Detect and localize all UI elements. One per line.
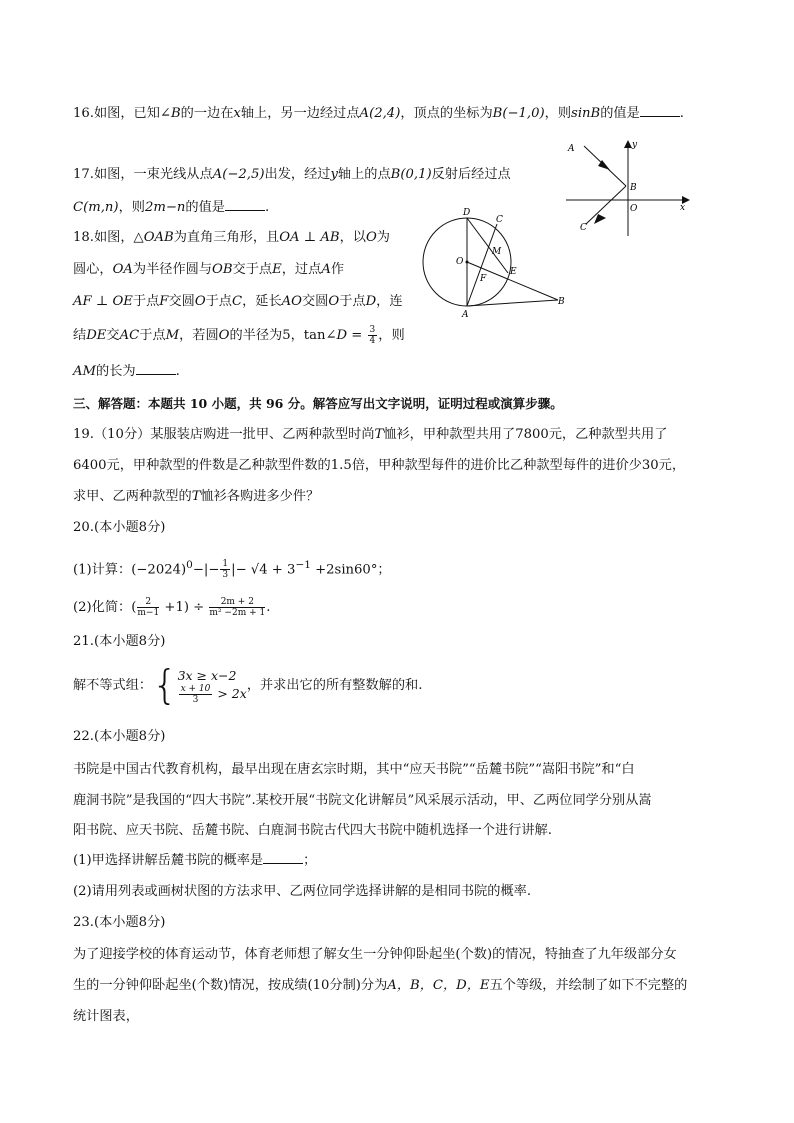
q18-line2 — [73, 260, 344, 280]
fraction — [220, 559, 230, 580]
fraction — [179, 684, 213, 705]
exponent: 0 — [186, 559, 193, 571]
q17-text: 的值是 — [185, 200, 225, 215]
q20-text: (2)化简：( — [73, 600, 137, 615]
q18-math: F — [159, 294, 169, 309]
denominator: m−1 — [137, 608, 160, 618]
q17-point-c: C(m,n) — [73, 200, 119, 215]
q21-title: 21.(本小题8分) — [73, 634, 166, 649]
q18-math: OA ⊥ AB — [279, 230, 340, 245]
q16-text: 的一边在 — [180, 106, 234, 121]
q17-text: 17.如图，一束光线从点 — [73, 167, 213, 182]
q23-text: 生的一分钟仰卧起坐(个数)情况，按成绩(10分制)分为 — [73, 978, 388, 993]
q18-text: 于点 — [339, 294, 366, 309]
q17-text: 反射后经过点 — [431, 167, 511, 182]
answer-blank — [263, 851, 303, 864]
q18-math: O — [365, 230, 377, 245]
q18-text: 18.如图，△ — [73, 230, 144, 245]
q16-angle-b: B — [170, 106, 181, 121]
q19-line3 — [73, 487, 319, 507]
q18-text: 的半径为 — [229, 328, 283, 343]
numerator: 2m + 2 — [209, 597, 265, 608]
q18-text: ，连 — [376, 294, 403, 309]
q23-grades: A，B，C，D，E — [387, 978, 490, 993]
q18-math: M — [165, 328, 180, 343]
q17-expr: 2m−n — [144, 200, 186, 215]
q16-x: x — [233, 106, 241, 121]
answer-blank — [225, 198, 265, 211]
q19-text: 倍，甲种款型每件的进价比乙种款型每件的进价少 — [351, 458, 642, 473]
q18-math: AC — [119, 328, 140, 343]
q19-number: 7800 — [515, 427, 549, 442]
q20-text: (1)计算：(−2024) — [73, 562, 187, 578]
q16-text: 16.如图，已知∠ — [73, 106, 171, 121]
q18-text: 于点 — [139, 328, 166, 343]
q18-math: OA — [112, 262, 133, 277]
q17-text: ，则 — [118, 200, 145, 215]
q16-end: . — [679, 106, 684, 121]
q17-y: y — [330, 167, 338, 182]
q19-number: 6400 — [73, 458, 107, 473]
label-a: A — [462, 310, 469, 320]
brace-icon: { — [152, 662, 178, 709]
q22-part2: (2)请用列表或画树状图的方法求甲、乙两位同学选择讲解的是相同书院的概率. — [73, 884, 532, 899]
q17-point-b: B(0,1) — [390, 167, 432, 182]
q18-text: 于点 — [132, 294, 160, 309]
fraction — [209, 597, 265, 618]
segment-ab — [467, 300, 558, 306]
q18-math: AM — [73, 364, 97, 379]
q19-text: 恤衫，甲种款型共用了 — [383, 427, 516, 442]
q22-part1 — [73, 851, 316, 871]
numerator: x + 10 — [180, 683, 211, 694]
q18-text: ，tan∠ — [290, 328, 337, 343]
q16-sinb: sinB — [571, 106, 601, 121]
q18-math: OAB — [143, 230, 174, 245]
answer-blank — [640, 104, 680, 117]
q18-math: O — [218, 328, 230, 343]
center-point — [466, 261, 469, 264]
q18-math: O — [194, 294, 206, 309]
q16-text: ，则 — [544, 106, 572, 121]
q16-text: 轴上，另一边经过点 — [240, 106, 360, 121]
q19-math: T — [374, 427, 384, 442]
q19-text: 元，乙种款型共用了 — [548, 427, 668, 442]
q22-line2: 鹿洞书院”是我国的“四大书院”.某校开展“书院文化讲解员”风采展示活动，甲、乙两位同学分别从嵩 — [73, 793, 652, 808]
q17-line2 — [73, 198, 269, 218]
q20-text: |− √4 + 3 — [231, 562, 296, 578]
q18-math: E — [272, 262, 282, 277]
q23-title: 23.(本小题8分) — [73, 915, 166, 930]
inequality-system — [178, 667, 247, 705]
q16-point-a: A(2,4) — [359, 106, 401, 121]
q18-text: ，则 — [378, 328, 405, 343]
q18-text: 交于点 — [232, 262, 273, 277]
q18-text: 圆心， — [73, 262, 113, 277]
fraction — [368, 325, 378, 346]
q18-text: ，以 — [339, 230, 366, 245]
arrow-icon — [594, 214, 606, 224]
q18-math: DE — [86, 328, 107, 343]
q19-line2 — [73, 456, 685, 476]
numerator: 2 — [137, 597, 159, 608]
label-y: y — [632, 140, 638, 150]
q18-text: 为 — [376, 230, 390, 245]
section-heading: 三、解答题：本题共 10 小题，共 96 分。解答应写出文字说明，证明过程或演算步骤。 — [73, 396, 563, 411]
q17-line1 — [73, 165, 511, 185]
q18-text: 交圆 — [302, 294, 329, 309]
q20-text: +1) ÷ — [160, 600, 209, 615]
q22-line3: 阳书院、应天书院、岳麓书院、白鹿洞书院古代四大书院中随机选择一个进行讲解. — [73, 823, 552, 838]
label-a: A — [568, 144, 575, 154]
fraction — [137, 597, 159, 618]
label-b: B — [558, 297, 565, 307]
q18-line4 — [73, 325, 405, 346]
q22-text: (1)甲选择讲解岳麓书院的概率是 — [73, 853, 264, 868]
q19-math: T — [191, 489, 201, 504]
q18-text: 的长为 — [96, 364, 136, 379]
q17-text: 出发，经过 — [264, 167, 331, 182]
q18-text: 为半径作圆与 — [132, 262, 213, 277]
q20-title: 20.(本小题8分) — [73, 520, 166, 535]
q18-math: O — [328, 294, 340, 309]
q19-number: 30 — [641, 458, 659, 473]
q18-math: D — [336, 328, 348, 343]
q18-math: C — [232, 294, 243, 309]
q16-line — [73, 104, 684, 124]
denominator: 3 — [192, 694, 199, 705]
q20-text: +2sin60°； — [310, 562, 391, 578]
label-c: C — [496, 215, 503, 225]
q18-text: 为直角三角形，且 — [173, 230, 280, 245]
q22-text: ； — [303, 853, 317, 868]
q18-radius: 5 — [282, 328, 291, 343]
label-o: O — [456, 257, 464, 267]
q22-line1: 书院是中国古代教育机构，最早出现在唐玄宗时期，其中“应天书院”“岳麓书院”“嵩阳书院”和“白 — [73, 762, 635, 777]
label-m: M — [492, 247, 502, 257]
figure-17 — [560, 138, 700, 243]
q18-text: 交圆 — [168, 294, 195, 309]
q19-text: 恤衫各购进多少件？ — [200, 489, 320, 504]
q19-line1 — [73, 425, 667, 445]
q18-text: 于点 — [205, 294, 232, 309]
q18-line3 — [73, 292, 403, 312]
label-d: D — [463, 208, 471, 218]
q21-text: ，并求出它的所有整数解的和. — [246, 678, 423, 693]
q18-text: . — [175, 364, 180, 379]
denominator: 4 — [369, 336, 376, 346]
denominator: m² −2m + 1 — [209, 608, 266, 618]
exponent: −1 — [295, 559, 311, 571]
label-f: F — [480, 274, 487, 284]
label-o: O — [630, 204, 638, 214]
q22-title: 22.(本小题8分) — [73, 729, 166, 744]
q18-text: 交 — [106, 328, 120, 343]
q20-text: . — [266, 600, 271, 615]
q16-point-b: B(−1,0) — [492, 106, 545, 121]
inequality-2 — [178, 684, 247, 705]
q19-text: 19.（10分）某服装店购进一批甲、乙两种款型时尚 — [73, 427, 375, 442]
figure-18 — [420, 208, 570, 320]
q18-math: AO — [281, 294, 302, 309]
numerator: 3 — [369, 325, 376, 335]
q16-text: 的值是 — [600, 106, 640, 121]
q18-text: ，过点 — [281, 262, 322, 277]
q18-text: 结 — [73, 328, 87, 343]
label-b: B — [630, 183, 637, 193]
q19-number: 1.5 — [330, 458, 352, 473]
q17-point-a: A(−2,5) — [212, 167, 265, 182]
segment-ac — [467, 224, 497, 306]
answer-blank — [136, 362, 176, 375]
q20-part1 — [73, 555, 391, 580]
q18-math: D — [365, 294, 377, 309]
q18-text: 作 — [330, 262, 345, 277]
q16-text: ，顶点的坐标为 — [400, 106, 493, 121]
q20-text: −|− — [192, 562, 220, 578]
numerator: 1 — [222, 559, 229, 570]
q19-text: 元，甲种款型的件数是乙种款型件数的 — [106, 458, 331, 473]
q18-text: = — [347, 328, 367, 343]
inequality-1: 3x ≥ x−2 — [177, 667, 237, 683]
q17-text: 轴上的点 — [337, 167, 391, 182]
label-e: E — [510, 267, 517, 277]
q23-line3: 统计图表， — [73, 1009, 139, 1024]
label-x: x — [680, 203, 686, 213]
q23-line2 — [73, 976, 687, 996]
label-c: C — [580, 223, 587, 233]
q23-line1: 为了迎接学校的体育运动节，体育老师想了解女生一分钟仰卧起坐(个数)的情况，特抽查了九年级部分女 — [73, 947, 677, 962]
q18-text: ，若圆 — [179, 328, 219, 343]
q18-line5 — [73, 362, 180, 382]
q19-text: 求甲、乙两种款型的 — [73, 489, 192, 504]
q20-part2 — [73, 597, 270, 618]
inequality-rest: > 2x — [213, 685, 247, 701]
q17-end: . — [264, 200, 270, 215]
q18-math: OB — [212, 262, 233, 277]
q21-text: 解不等式组： — [73, 678, 153, 693]
q18-math: AF ⊥ OE — [73, 294, 133, 309]
reflected-ray — [586, 186, 626, 224]
q18-line1 — [73, 228, 390, 248]
q21-body — [73, 662, 423, 709]
q18-text: ，延长 — [242, 294, 282, 309]
q18-math: A — [321, 262, 331, 277]
denominator: 3 — [222, 570, 229, 581]
q23-text: 五个等级，并绘制了如下不完整的 — [489, 978, 688, 993]
q19-text: 元， — [658, 458, 686, 473]
